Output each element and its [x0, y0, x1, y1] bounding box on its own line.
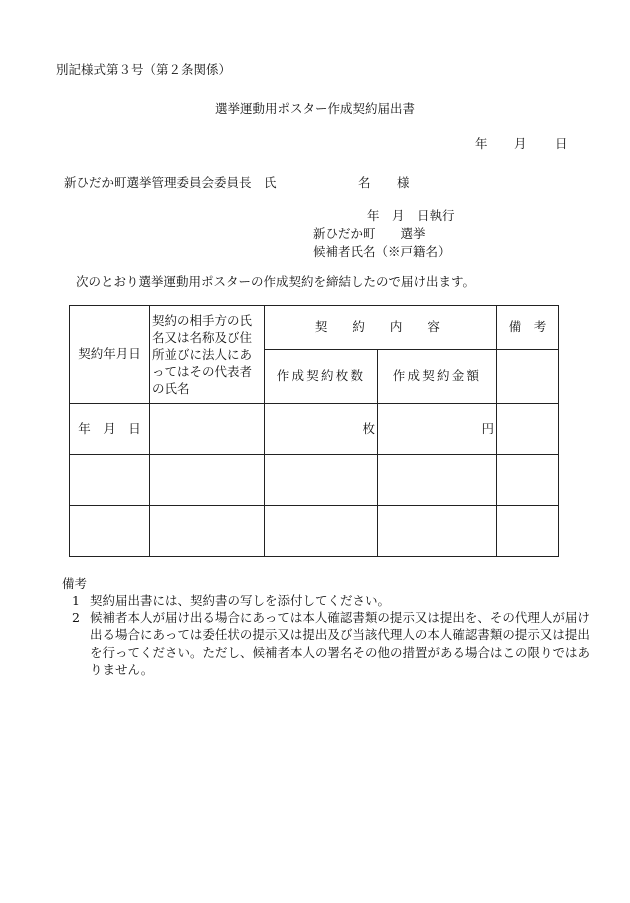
- addressee-line: 新ひだか町選挙管理委員会委員長 氏: [64, 175, 277, 190]
- header-contract-content: 契 約 内 容: [265, 306, 497, 350]
- date-month-label: 月: [514, 136, 527, 151]
- header-contract-date: 契約年月日: [70, 306, 150, 404]
- header-remarks: 備 考: [497, 306, 559, 350]
- addressee-honorific: 様: [397, 175, 410, 190]
- header-amount: 作成契約金額: [378, 350, 497, 404]
- contract-table: [69, 305, 559, 557]
- date-year-label: 年: [475, 136, 488, 151]
- row-remarks-cell[interactable]: [497, 404, 559, 455]
- row-count-cell[interactable]: [265, 455, 378, 506]
- document-title: 選挙運動用ポスター作成契約届出書: [214, 101, 415, 116]
- addressee-name-label: 名: [358, 175, 371, 190]
- row-remarks-cell[interactable]: [497, 455, 559, 506]
- row-amount-cell[interactable]: 円: [378, 404, 497, 455]
- header-remarks-blank: [497, 350, 559, 404]
- table-row: [70, 404, 559, 455]
- row-counterparty-cell[interactable]: [150, 455, 265, 506]
- statement-text: 次のとおり選挙運動用ポスターの作成契約を締結したので届け出ます。: [76, 274, 476, 289]
- election-name: 新ひだか町 選挙: [313, 226, 426, 241]
- date-day-label: 日: [555, 136, 568, 151]
- header-counterparty: 契約の相手方の氏名又は名称及び住所並びに法人にあってはその代表者の氏名: [150, 306, 265, 404]
- row-date-cell[interactable]: 年 月 日: [70, 404, 150, 455]
- row-amount-cell[interactable]: [378, 506, 497, 557]
- row-amount-cell[interactable]: [378, 455, 497, 506]
- note-number: 2: [72, 610, 80, 625]
- note-item: [72, 609, 592, 678]
- note-text: 候補者本人が届け出る場合にあっては本人確認書類の提示又は提出を、その代理人が届け出る場合にあっては委任状の提示又は提出及び当該代理人の本人確認書類の提示又は提出を行ってください。ただし、候補者本人の署名その他の措置がある場合はこの限りではありません。: [90, 610, 591, 677]
- candidate-name-label: 候補者氏名（※戸籍名）: [313, 244, 451, 259]
- row-count-cell[interactable]: [265, 506, 378, 557]
- note-text: 契約届出書には、契約書の写しを添付してください。: [90, 593, 391, 608]
- header-sheet-count: 作成契約枚数: [265, 350, 378, 404]
- row-counterparty-cell[interactable]: [150, 404, 265, 455]
- row-count-cell[interactable]: 枚: [265, 404, 378, 455]
- table-row: [70, 455, 559, 506]
- row-remarks-cell[interactable]: [497, 506, 559, 557]
- form-label: 別記様式第３号（第２条関係）: [56, 62, 232, 77]
- table-header-row: [70, 306, 559, 350]
- note-item: [72, 592, 592, 609]
- execution-date: 年 月 日執行: [367, 208, 455, 223]
- row-date-cell[interactable]: [70, 506, 150, 557]
- table-row: [70, 506, 559, 557]
- row-counterparty-cell[interactable]: [150, 506, 265, 557]
- row-date-cell[interactable]: [70, 455, 150, 506]
- note-number: 1: [72, 593, 80, 608]
- notes-heading: 備考: [62, 576, 88, 591]
